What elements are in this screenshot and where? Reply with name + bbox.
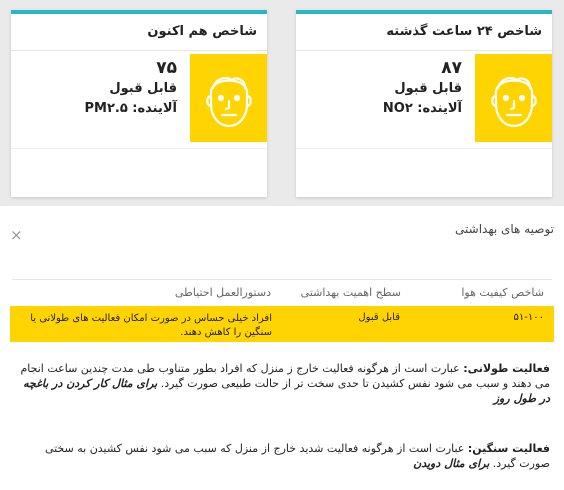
header-precaution: دستورالعمل احتیاطی bbox=[174, 286, 271, 299]
definition-label: فعالیت سنگین: bbox=[467, 442, 550, 455]
divider bbox=[12, 279, 552, 280]
advice-table-header bbox=[0, 286, 564, 306]
status-face-box bbox=[190, 54, 267, 142]
past-24h-index-card bbox=[296, 10, 552, 197]
neutral-face-icon bbox=[200, 66, 258, 130]
aqi-value: ۷۵ bbox=[156, 58, 177, 78]
row-health-level: قابل قبول bbox=[358, 312, 400, 323]
panel-title: توصیه های بهداشتی bbox=[455, 222, 554, 236]
definition-text: عبارت است از هرگونه فعالیت خارج ز منزل که افراد بطور متناوب طی مدت چندین ساعت انجام می دهند و سبب می شود نفس کشیدن تا حدی سخت تر از حالت طبیعی صورت گیرد. bbox=[20, 362, 550, 390]
row-aqi-range: ۵۱-۱۰۰ bbox=[513, 312, 544, 323]
header-health-level: سطح اهمیت بهداشتی bbox=[300, 286, 401, 299]
pollutant-label: آلاینده: PM۲.۵ bbox=[84, 101, 177, 116]
card-title: شاخص ۲۴ ساعت گذشته bbox=[296, 14, 552, 51]
neutral-face-icon bbox=[485, 66, 543, 130]
prolonged-activity-definition bbox=[14, 361, 550, 406]
table-row bbox=[10, 306, 554, 342]
health-advice-panel bbox=[0, 206, 564, 490]
row-precaution: افراد خیلی حساس در صورت امکان فعالیت های طولانی یا سنگین را کاهش دهند. bbox=[30, 313, 272, 338]
card-body bbox=[11, 51, 267, 141]
definition-example: برای مثال کار کردن در باغچه در طول روز bbox=[23, 377, 550, 405]
card-body bbox=[296, 51, 552, 141]
index-stats bbox=[84, 57, 177, 119]
close-icon[interactable]: × bbox=[10, 226, 23, 244]
header-aqi: شاخص کیفیت هوا bbox=[461, 286, 544, 299]
aqi-status: قابل قبول bbox=[394, 81, 462, 96]
card-footer bbox=[296, 148, 552, 197]
aqi-status: قابل قبول bbox=[109, 81, 177, 96]
current-index-card bbox=[11, 10, 267, 197]
card-footer bbox=[11, 148, 267, 197]
card-title: شاخص هم اکنون bbox=[11, 14, 267, 51]
index-stats bbox=[383, 57, 462, 119]
pollutant-label: آلاینده: NO۲ bbox=[382, 101, 462, 116]
definition-text: عبارت است از هرگونه فعالیت شدید خارج از منزل که سبب می شود نفس کشیدن به سختی صورت گیرد. bbox=[44, 442, 550, 470]
definition-label: فعالیت طولانی: bbox=[463, 362, 550, 375]
aqi-value: ۸۷ bbox=[441, 58, 462, 78]
status-face-box bbox=[475, 54, 552, 142]
heavy-activity-definition bbox=[14, 441, 550, 471]
definition-example: برای مثال دویدن bbox=[413, 457, 490, 470]
